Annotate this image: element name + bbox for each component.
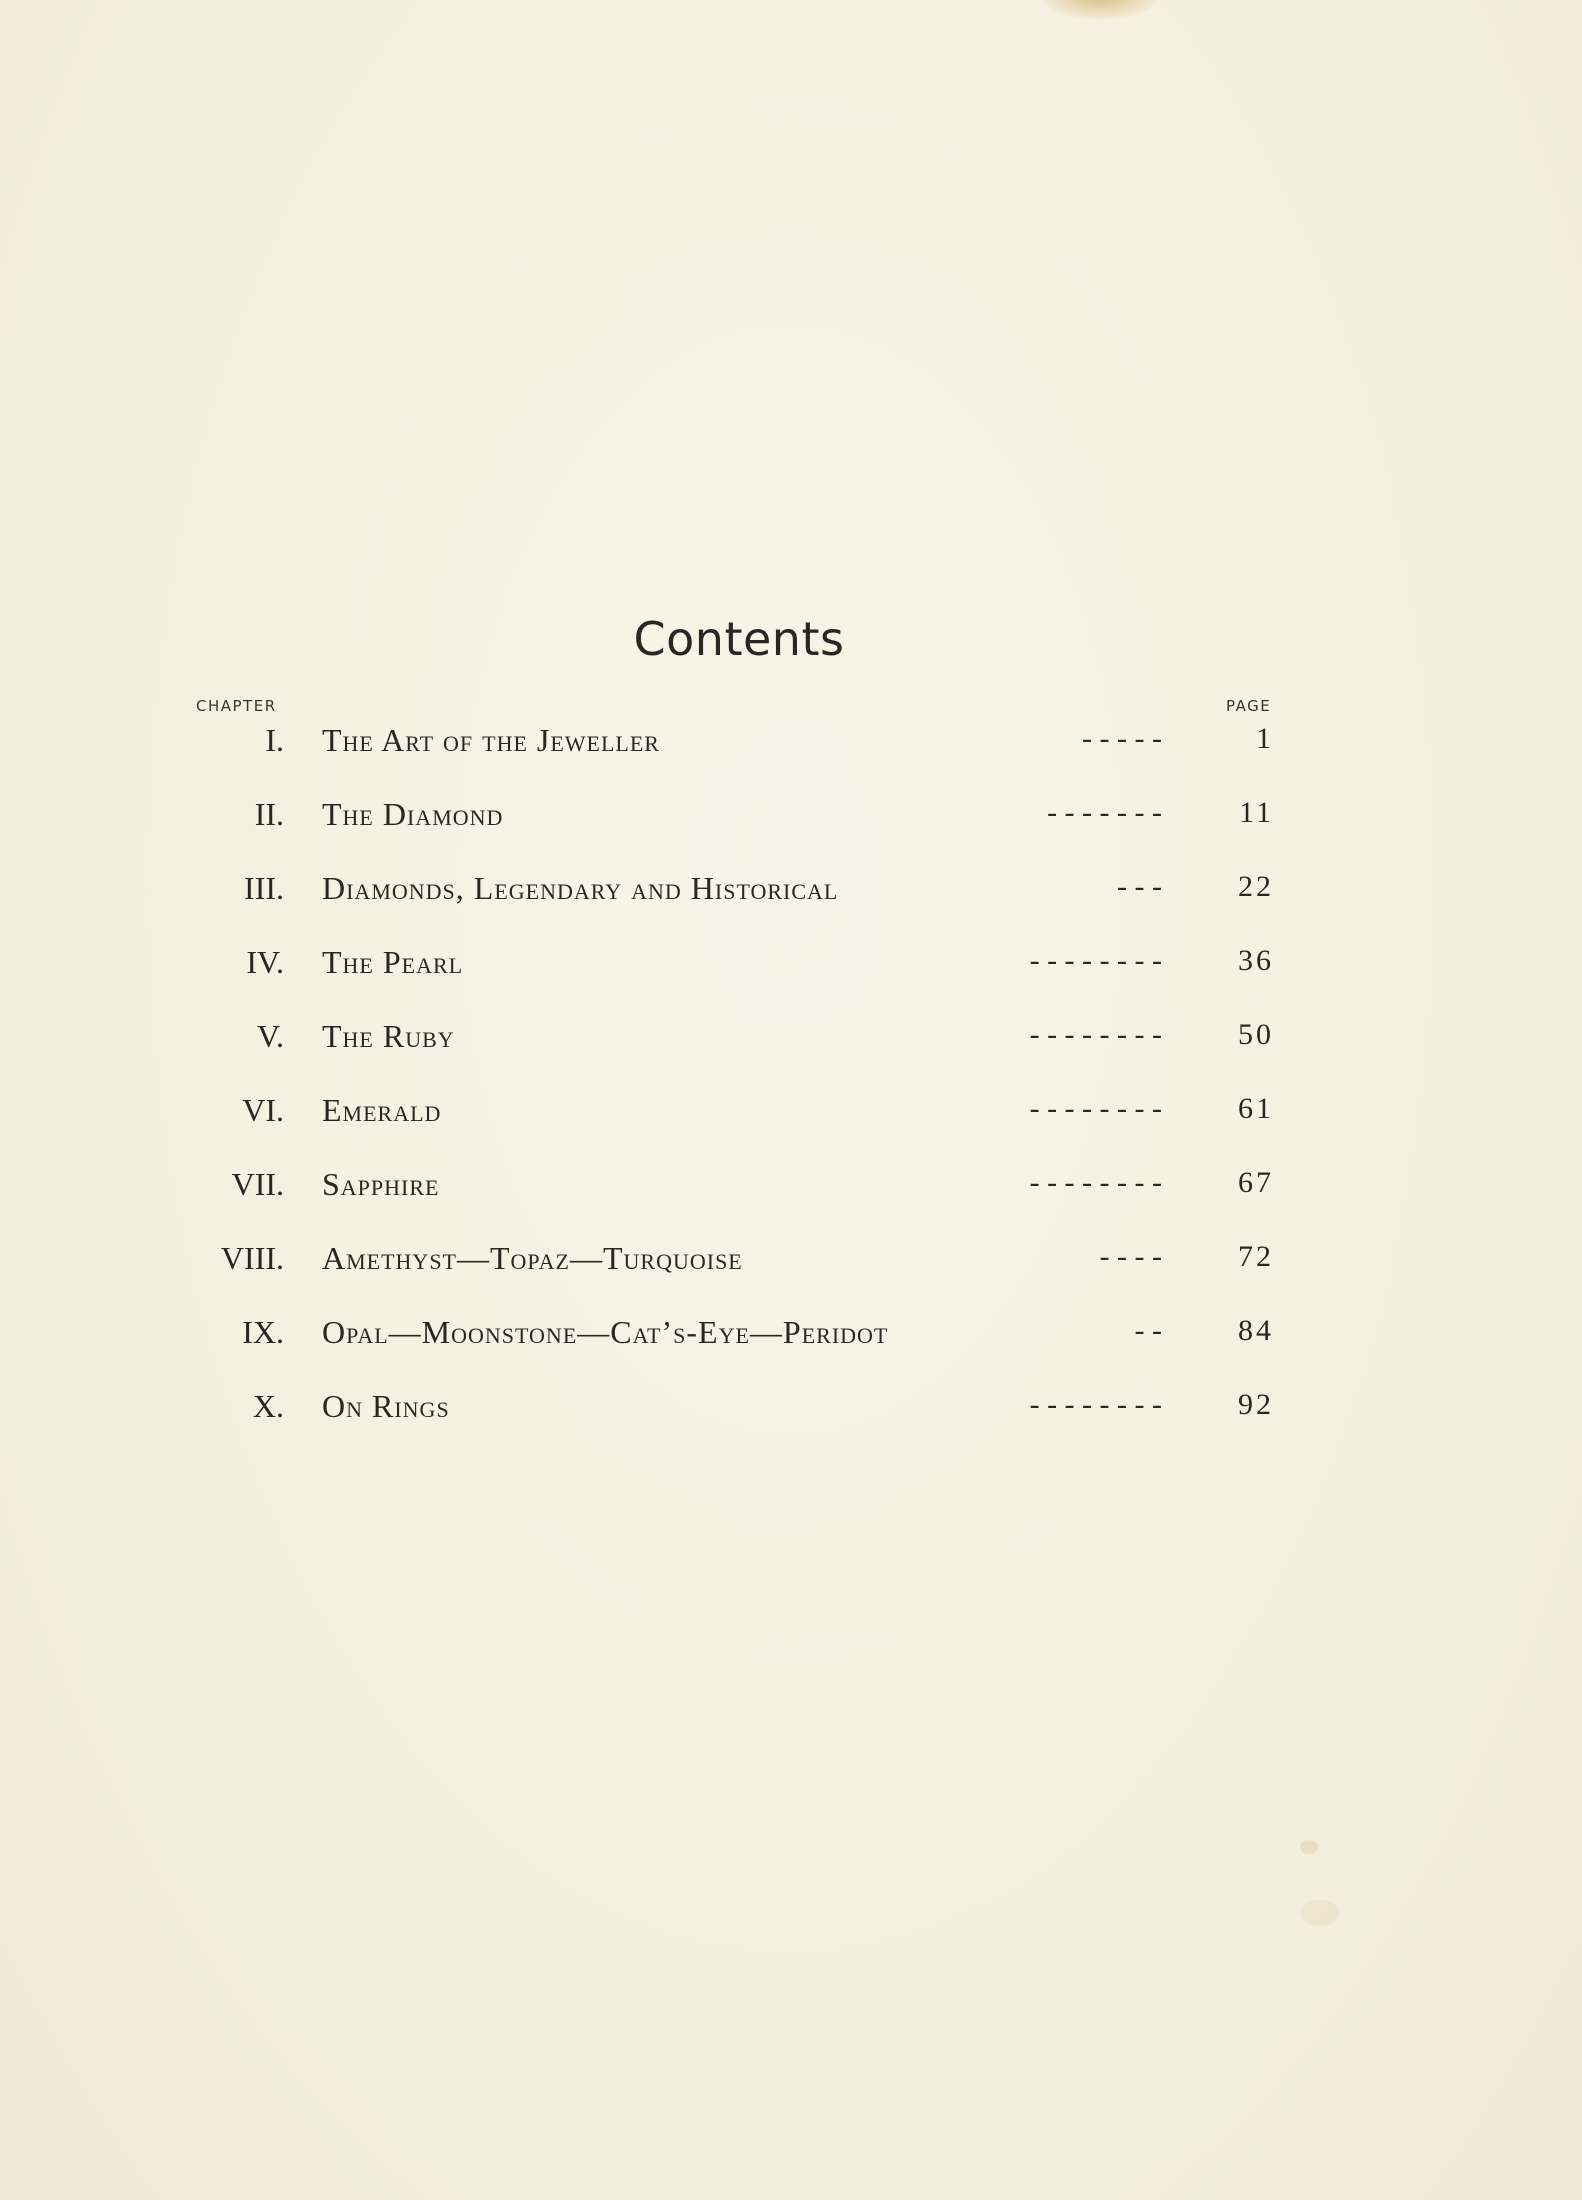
chapter-title: The Pearl	[322, 944, 464, 980]
page-title: Contents	[633, 612, 845, 666]
page-column-header: PAGE	[1226, 697, 1272, 715]
dot-leader: - - - - - - - -	[1029, 1388, 1162, 1421]
chapter-title: Emerald	[322, 1092, 442, 1128]
chapter-title: Opal—Moonstone—Cat’s-Eye—Peridot	[322, 1314, 889, 1350]
chapter-title: Diamonds, Legendary and Historical	[322, 870, 839, 906]
chapter-number: X.	[252, 1388, 284, 1424]
page-number: 84	[1238, 1314, 1274, 1347]
chapter-number: VIII.	[220, 1240, 284, 1276]
chapter-number: VII.	[231, 1166, 284, 1202]
chapter-title: Amethyst—Topaz—Turquoise	[322, 1240, 743, 1276]
dot-leader: - - - - -	[1082, 722, 1162, 755]
dot-leader: - - - - - - - -	[1029, 1018, 1162, 1051]
toc-entry	[0, 1240, 1582, 1300]
dot-leader: - - -	[1117, 870, 1162, 903]
chapter-column-header: CHAPTER	[196, 697, 277, 715]
page-number: 72	[1238, 1240, 1274, 1273]
toc-entry	[0, 1388, 1582, 1448]
dot-leader: - - - - - - - -	[1029, 944, 1162, 977]
chapter-title: The Art of the Jeweller	[322, 722, 660, 758]
page-number: 1	[1256, 722, 1274, 755]
page-number: 50	[1238, 1018, 1274, 1051]
chapter-title: Sapphire	[322, 1166, 440, 1202]
toc-entry	[0, 1314, 1582, 1374]
toc-entry	[0, 944, 1582, 1004]
chapter-number: IX.	[242, 1314, 284, 1350]
chapter-title: On Rings	[322, 1388, 450, 1424]
paper-stain	[1040, 0, 1160, 20]
dot-leader: - -	[1134, 1314, 1162, 1347]
paper-spot	[1300, 1840, 1318, 1854]
toc-entry	[0, 796, 1582, 856]
chapter-number: III.	[244, 870, 284, 906]
dot-leader: - - - - - - - -	[1029, 1092, 1162, 1125]
chapter-number: VI.	[242, 1092, 284, 1128]
page-number: 67	[1238, 1166, 1274, 1199]
chapter-number: IV.	[246, 944, 284, 980]
dot-leader: - - - - - - - -	[1029, 1166, 1162, 1199]
toc-entry	[0, 1092, 1582, 1152]
dot-leader: - - - - - - -	[1047, 796, 1162, 829]
chapter-title: The Diamond	[322, 796, 504, 832]
chapter-title: The Ruby	[322, 1018, 455, 1054]
page-number: 22	[1238, 870, 1274, 903]
dot-leader: - - - -	[1099, 1240, 1162, 1273]
page-number: 92	[1238, 1388, 1274, 1421]
toc-entry	[0, 722, 1582, 782]
toc-entry	[0, 870, 1582, 930]
page-number: 36	[1238, 944, 1274, 977]
toc-entry	[0, 1018, 1582, 1078]
page-number: 61	[1238, 1092, 1274, 1125]
paper-spot	[1300, 1900, 1340, 1926]
toc-entry	[0, 1166, 1582, 1226]
chapter-number: I.	[265, 722, 284, 758]
chapter-number: II.	[254, 796, 284, 832]
page-number: 11	[1239, 796, 1274, 829]
chapter-number: V.	[257, 1018, 284, 1054]
